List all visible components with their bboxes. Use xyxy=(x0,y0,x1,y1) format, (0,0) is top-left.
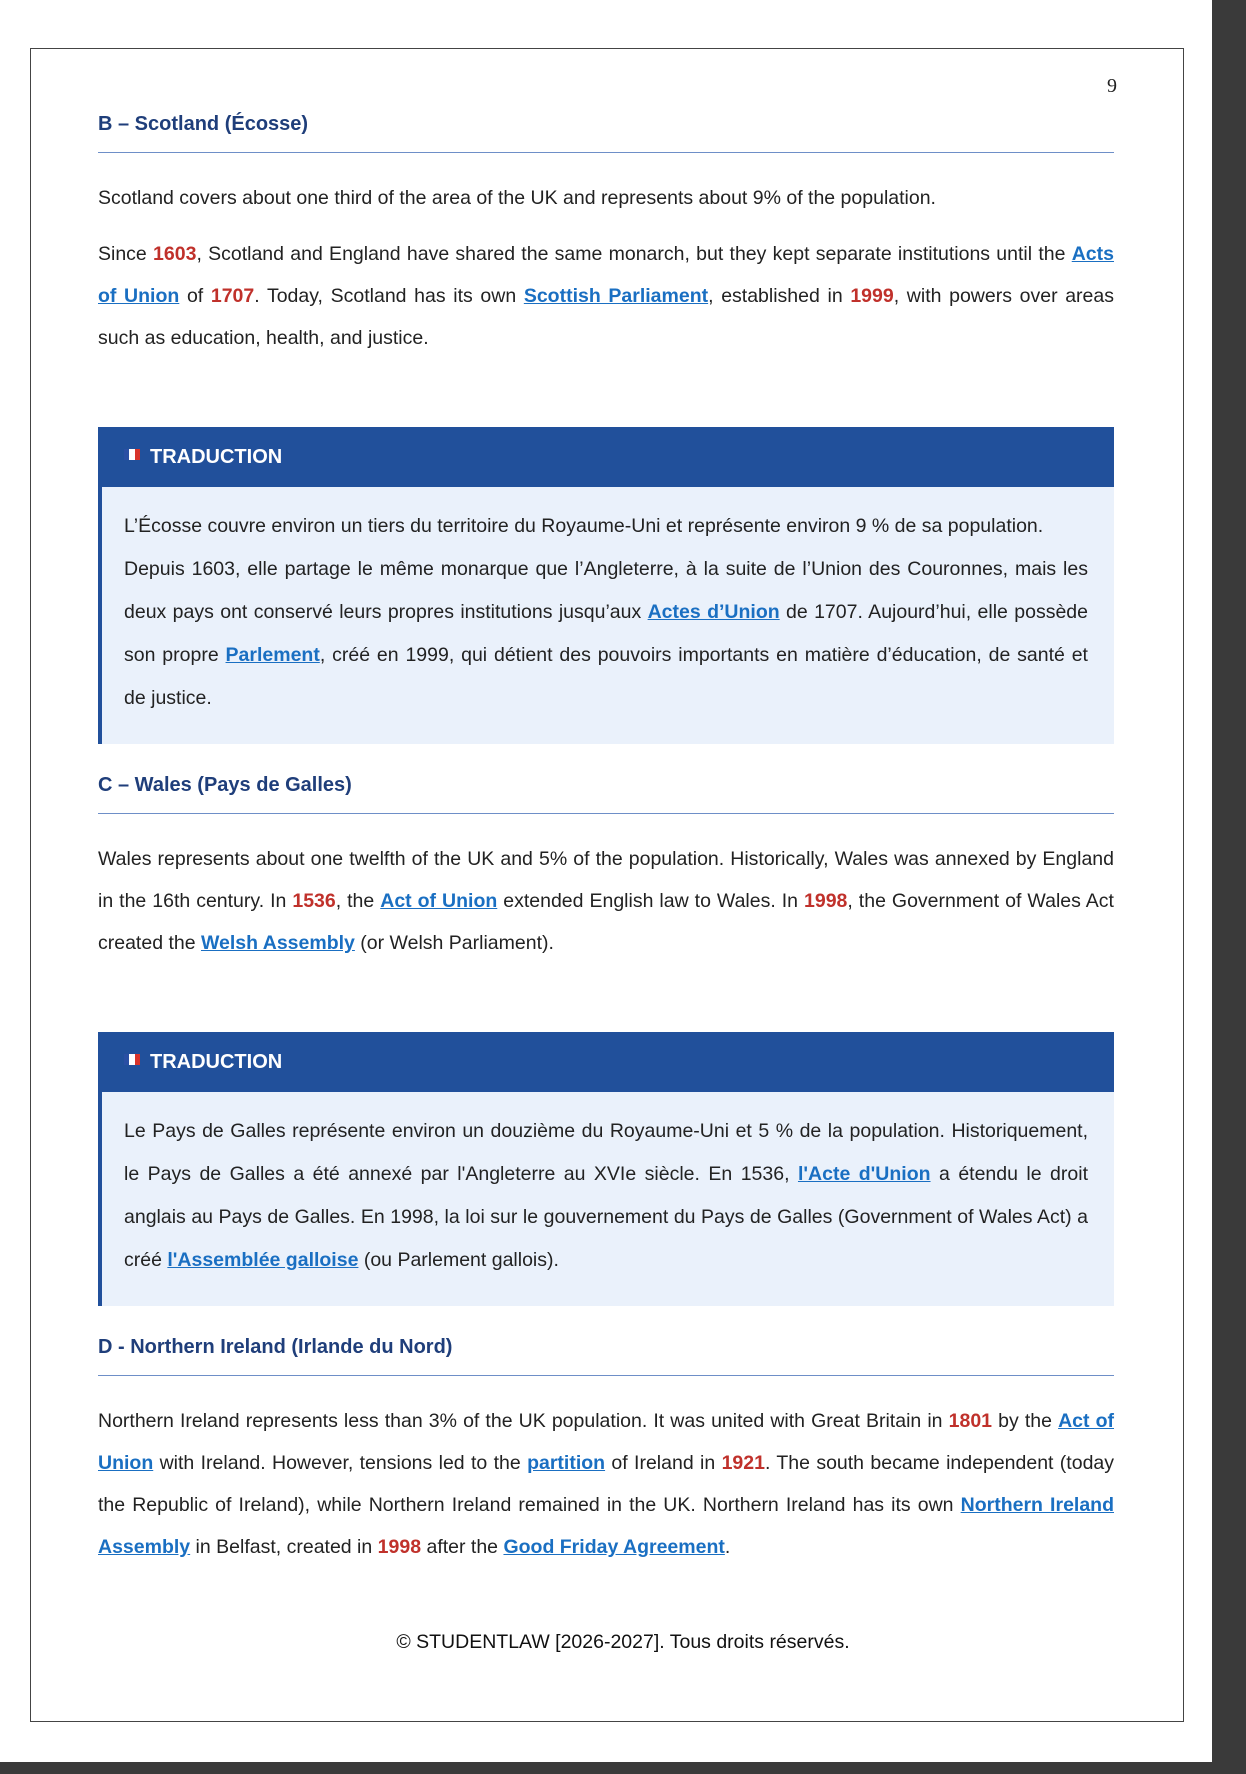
translation-header xyxy=(98,1032,1114,1092)
northern-ireland-paragraph-1: Northern Ireland represents less than 3% of the UK population. It was united with Great Britain in 1801 by the Act of Union with Ireland. However, tensions led to the partition of Ireland in 1921. The south became independent (today the Republic of Ireland), while Northern Ireland remained in the UK. Northern Ireland has its own Northern Ireland Assembly in Belfast, created in 1998 after the Good Friday Agreement. xyxy=(98,1410,1115,1558)
link-lacte-dunion[interactable]: l'Acte d'Union xyxy=(797,1163,931,1185)
scotland-paragraph-1: Scotland covers about one third of the area of the UK and represents about 9% of the population. xyxy=(98,187,936,209)
year: 1998 xyxy=(377,1536,422,1558)
copyright-footer: © STUDENTLAW [2026-2027]. Tous droits réservés. xyxy=(396,1631,850,1653)
link-scottish-parliament[interactable]: Scottish Parliament xyxy=(523,285,709,307)
translation-box-scotland xyxy=(98,427,1114,744)
french-flag-icon xyxy=(124,449,140,460)
year: 1707 xyxy=(210,285,255,307)
translation-paragraph-1: Le Pays de Galles représente environ un douzième du Royaume-Uni et 5 % de la population. Historiquement, le Pays de Galles a été annexé par l'Angleterre au XVIe siècle. En 1536, l'Acte d'Union a étendu le droit anglais au Pays de Galles. En 1998, la loi sur le gouvernement du Pays de Galles (Government of Wales Act) a créé l'Assemblée galloise (ou Parlement gallois). xyxy=(124,1120,1088,1271)
section-heading-northern-ireland: D - Northern Ireland (Irlande du Nord) xyxy=(98,1336,1114,1376)
link-partition[interactable]: partition xyxy=(527,1452,606,1474)
document-page xyxy=(30,48,1184,1722)
year: 1603 xyxy=(153,243,197,265)
viewer-scrollbar-edge xyxy=(1212,0,1246,1774)
link-assemblee-galloise[interactable]: l'Assemblée galloise xyxy=(167,1249,359,1271)
link-good-friday-agreement[interactable]: Good Friday Agreement xyxy=(503,1536,725,1558)
translation-paragraph-1: L’Écosse couvre environ un tiers du territoire du Royaume-Uni et représente environ 9 % de sa population. xyxy=(124,515,1044,537)
translation-header xyxy=(98,427,1114,487)
page-content xyxy=(98,113,1114,1568)
link-parlement[interactable]: Parlement xyxy=(225,644,320,666)
translation-label: TRADUCTION xyxy=(150,1050,283,1073)
section-heading-wales: C – Wales (Pays de Galles) xyxy=(98,774,1114,814)
link-act-of-union-ireland[interactable]: Act of Union xyxy=(98,1410,1114,1474)
translation-paragraph-2: Depuis 1603, elle partage le même monarque que l’Angleterre, à la suite de l’Union des Couronnes, mais les deux pays ont conservé leurs propres institutions jusqu’aux Actes d’Union de 1707. Aujourd’hui, elle possède son propre Parlement, créé en 1999, qui détient des pouvoirs importants en matière d’éducation, de santé et de justice. xyxy=(124,558,1088,709)
french-flag-icon xyxy=(124,1054,140,1065)
viewer-bottom-edge xyxy=(0,1762,1246,1774)
year: 1921 xyxy=(721,1452,765,1474)
section-heading-scotland: B – Scotland (Écosse) xyxy=(98,113,1114,153)
translation-label: TRADUCTION xyxy=(150,445,283,468)
link-actes-dunion[interactable]: Actes d’Union xyxy=(647,601,780,623)
translation-box-wales xyxy=(98,1032,1114,1306)
wales-paragraph-1: Wales represents about one twelfth of the UK and 5% of the population. Historically, Wales was annexed by England in the 16th century. In 1536, the Act of Union extended English law to Wales. In 1998, the Government of Wales Act created the Welsh Assembly (or Welsh Parliament). xyxy=(98,848,1114,954)
year: 1998 xyxy=(804,890,848,912)
year: 1801 xyxy=(948,1410,993,1432)
link-northern-ireland-assembly[interactable]: Northern Ireland Assembly xyxy=(98,1494,1114,1558)
translation-body xyxy=(98,1092,1114,1306)
translation-body xyxy=(98,487,1114,744)
year: 1536 xyxy=(292,890,336,912)
year: 1999 xyxy=(850,285,894,307)
link-acts-of-union[interactable]: Acts of Union xyxy=(98,243,1114,307)
page-number: 9 xyxy=(1107,75,1117,97)
scotland-paragraph-2: Since 1603, Scotland and England have shared the same monarch, but they kept separate institutions until the Acts of Union of 1707. Today, Scotland has its own Scottish Parliament, established in 1999, with powers over areas such as education, health, and justice. xyxy=(98,243,1114,349)
link-act-of-union[interactable]: Act of Union xyxy=(380,890,498,912)
link-welsh-assembly[interactable]: Welsh Assembly xyxy=(200,932,355,954)
